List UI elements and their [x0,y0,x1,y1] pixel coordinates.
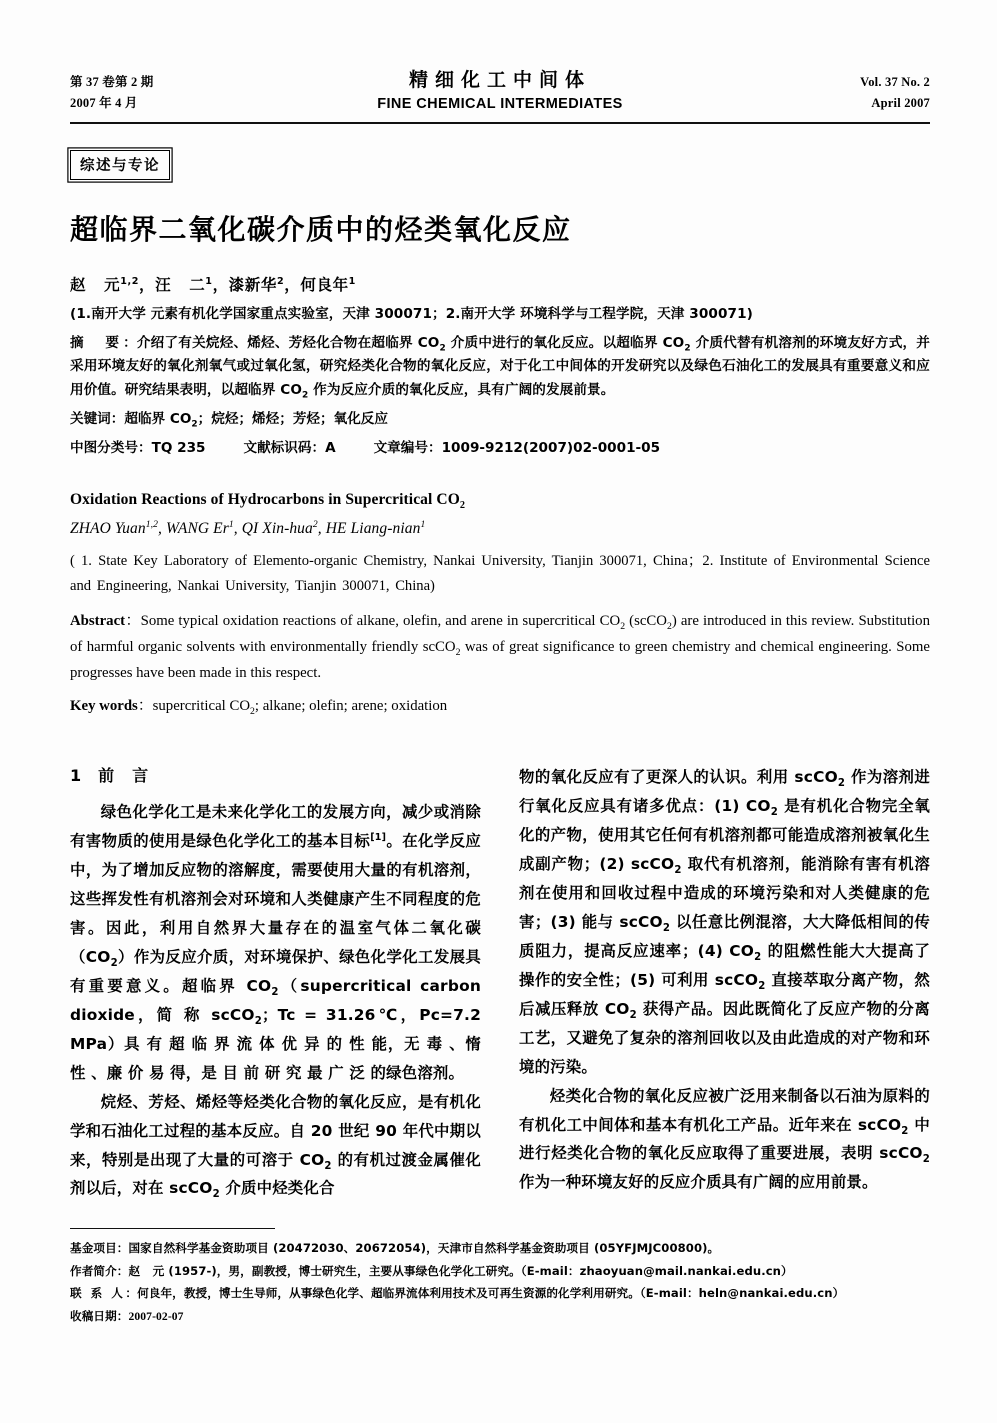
footnote-block [70,1228,930,1328]
contact-label: 联 系 人 [70,1286,126,1301]
article-title-cn: 超临界二氧化碳介质中的烃类氧化反应 [70,213,572,247]
issue-info-left [70,72,260,113]
paragraph: 绿色化学化工是未来化学化工的发展方向，减少或消除有害物质的使用是绿色化学化工的基本目标[1]。在化学反应中，为了增加反应物的溶解度，需要使用大量的有机溶剂，这些挥发性有机溶剂会对环境和人类健康产生不同程度的危害。因此，利用自然界大量存在的温室气体二氧化碳$(CO_2)$作为反应介质，对环境保护、绿色化学化工发展具有重要意义。超临界 $CO_2(supercritical$ carbon dioxide，简 称 scCO$_2$；Tc = 31.26℃，Pc=7.2 MPa）具 有 超 临 界 流 体 优 异 的 性 能，无 毒 、惰 性 、廉 价 易 得，是 目 前 研 究 最 广 泛 的绿色溶剂。 [70,803,481,1082]
author-bio-label: 作者简介 [70,1263,117,1278]
contact-text: 何良年，教授，博士生导师，从事绿色化学、超临界流体利用技术及可再生资源的化学利用研究。（E-mail：heln@nankai.edu.cn） [137,1286,845,1301]
abstract-en-label: Abstract [70,612,126,629]
received-label: 收稿日期 [70,1308,117,1323]
funding-label: 基金项目 [70,1241,117,1255]
journal-title-cn: 精细化工中间体 [408,69,591,91]
category-tag-wrap [70,150,930,180]
affiliation-cn: (1.南开大学 元素有机化学国家重点实验室，天津 300071；2.南开大学 环境科学与工程学院，天津 300071) [70,305,753,322]
artid-label: 文章编号 [373,440,428,457]
keywords-cn-label: 关键词 [70,410,111,427]
keywords-en: Key words：supercritical $CO_2$; alkane; olefin; arene; oxidation [70,697,448,717]
authors-cn: 赵 元$^{1,2}$，汪 二$^1$，漆新华$^2$，何良年$^1$ [70,275,356,294]
author-bio-text: 赵 元 (1957-)，男，副教授，博士研究生，主要从事绿色化学化工研究。（E-mail：zhaoyuan@mail.nankai.edu.cn） [128,1263,793,1278]
paragraph: 烷烃、芳烃、烯烃等烃类化合物的氧化反应，是有机化学和石油化工过程的基本反应。自 20 世纪 90 年代中期以来，特别是出现了大量的可溶于 $CO_2$ 的有机过渡金属催化剂以后，对在 scCO$_2$ 介质中烃类化合 [70,1092,482,1201]
paragraph: 物的氧化反应有了更深人的认识。利用 scCO$_2$ 作为溶剂进行氧化反应具有诸多优点：(1) $CO_2$ 是有机化合物完全氧化的产物，使用其它任何有机溶剂都可能造成溶剂被氧化生成副产物；(2) scCO$_2$ 取代有机溶剂，能消除有害有机溶剂在使用和回收过程中造成的环境污染和对人类健康的危害；(3) 能与 scCO$_2$ 以任意比例混溶，大大降低相间的传质阻力，提高反应速率；(4) $CO_2$ 的阻燃性能大大提高了操作的安全性；(5) 可利用 scCO$_2$ 直接萃取分离产物，然后减压释放 $CO_2$ 获得产品。因此既简化了反应产物的分离工艺，又避免了复杂的溶剂回收以及由此造成的对产物和环境的污染。 [519,768,931,1076]
received-value: 2007-02-07 [128,1309,184,1323]
artid-value: 1009-9212(2007)02-0001-05 [441,440,661,457]
issue-info-right [740,72,930,113]
volume-issue-cn: 第 37 卷第 2 期 [70,75,154,89]
volume-issue-en: Vol. 37 No. 2 [860,75,930,89]
section-title: 前 言 [98,766,150,786]
body-columns [70,763,930,1203]
keywords-cn-text: 超临界 $CO_2$；烷烃；烯烃；芳烃；氧化反应 [124,410,388,430]
abstract-cn: 摘 要：介绍了有关烷烃、烯烃、芳烃化合物在超临界 $CO_2$ 介质中进行的氧化反应。以超临界 $CO_2$ 介质代替有机溶剂的环境友好方式，并采用环境友好的氧化剂氧气或过氧化氢，研究烃类化合物的氧化反应，对于化工中间体的开发研究以及绿色石油化工的发展具有重要意义和应用价值。研究结果表明，以超临界 $CO_2$ 作为反应介质的氧化反应，具有广阔的发展前景。 [70,334,930,401]
abstract-en: Abstract：Some typical oxidation reactions of alkane, olefin, and arene in supercritical $CO_2$ (scCO$_2$) are introduced in this review. Substitution of harmful organic solvents with environmentally friendly scCO$_2$ was of great significance to green chemistry and chemical engineering. Some progresses have been made in this respect. [70,612,930,682]
section-number: 1 [70,766,83,786]
doccode-label: 文献标识码 [243,440,312,457]
footnote-divider [70,1228,275,1229]
date-cn: 2007 年 4 月 [70,95,138,110]
article-title-en: Oxidation Reactions of Hydrocarbons in Supercritical $CO_2$ [70,490,466,511]
footnote-received: 收稿日期：2007-02-07 [70,1308,184,1323]
funding-text: 国家自然科学基金资助项目 (20472030、20672054)，天津市自然科学基金资助项目 (05YFJMJC00800)。 [128,1241,720,1255]
journal-title-block [260,68,740,115]
doccode-value: A [325,440,336,457]
clc-value: TQ 235 [151,440,206,457]
clc-label: 中图分类号 [70,440,138,457]
abstract-en-text: Some typical oxidation reactions of alkane, olefin, and arene in supercritical $CO_2$ (scCO$_2$) are introduced in this review. Substitution of harmful organic solvents with environmentally friendly scCO$_2$ was of great significance to green chemistry and chemical engineering. Some progresses have been made in this respect. [70,612,930,682]
paragraph: 烃类化合物的氧化反应被广泛用来制备以石油为原料的有机化工中间体和基本有机化工产品。近年来在 scCO$_2$ 中进行烃类化合物的氧化反应取得了重要进展，表明 scCO$_2$ 作为一种环境友好的反应介质具有广阔的应用前景。 [519,1086,930,1192]
section-heading-1 [70,763,481,786]
footnote-funding: 基金项目：国家自然科学基金资助项目 (20472030、20672054)，天津市自然科学基金资助项目 (05YFJMJC00800)。 [70,1241,720,1255]
category-tag: 综述与专论 [70,150,170,180]
classification-line: 中图分类号：TQ 235 文献标识码：A 文章编号：1009-9212(2007)02-0001-05 [70,440,661,457]
affiliation-en: ( 1. State Key Laboratory of Elemento-organic Chemistry, Nankai University, Tianjin 300071, China；2. Institute of Environmental Science and Engineering, Nankai University, Tianjin 300071, China) [70,552,930,595]
header-divider [70,122,930,124]
column-right [519,763,930,1203]
footnote-author-bio: 作者简介：赵 元 (1957-)，男，副教授，博士研究生，主要从事绿色化学化工研究。（E-mail：zhaoyuan@mail.nankai.edu.cn） [70,1263,793,1278]
authors-en: ZHAO Yuan$^{1,2}$, WANG Er$^1$, QI Xin-hua$^2$, HE Liang-nian$^1$ [70,518,426,537]
footnote-contact: 联 系 人：何良年，教授，博士生导师，从事绿色化学、超临界流体利用技术及可再生资源的化学利用研究。（E-mail：heln@nankai.edu.cn） [70,1286,845,1301]
abstract-cn-text: 介绍了有关烷烃、烯烃、芳烃化合物在超临界 $CO_2$ 介质中进行的氧化反应。以超临界 $CO_2$ 介质代替有机溶剂的环境友好方式，并采用环境友好的氧化剂氧气或过氧化氢，研究烃类化合物的氧化反应，对于化工中间体的开发研究以及绿色石油化工的发展具有重要意义和应用价值。研究结果表明，以超临界 $CO_2$ 作为反应介质的氧化反应，具有广阔的发展前景。 [70,334,930,401]
keywords-cn: 关键词：超临界 $CO_2$；烷烃；烯烃；芳烃；氧化反应 [70,410,388,430]
abstract-cn-label: 摘 要 [70,334,124,351]
running-head [70,60,930,115]
keywords-en-label: Key words [70,697,138,714]
column-left [70,763,481,1203]
date-en: April 2007 [871,95,930,110]
page-content [70,60,930,1203]
keywords-en-text: supercritical $CO_2$; alkane; olefin; arene; oxidation [152,697,448,717]
journal-title-en: FINE CHEMICAL INTERMEDIATES [377,95,623,112]
